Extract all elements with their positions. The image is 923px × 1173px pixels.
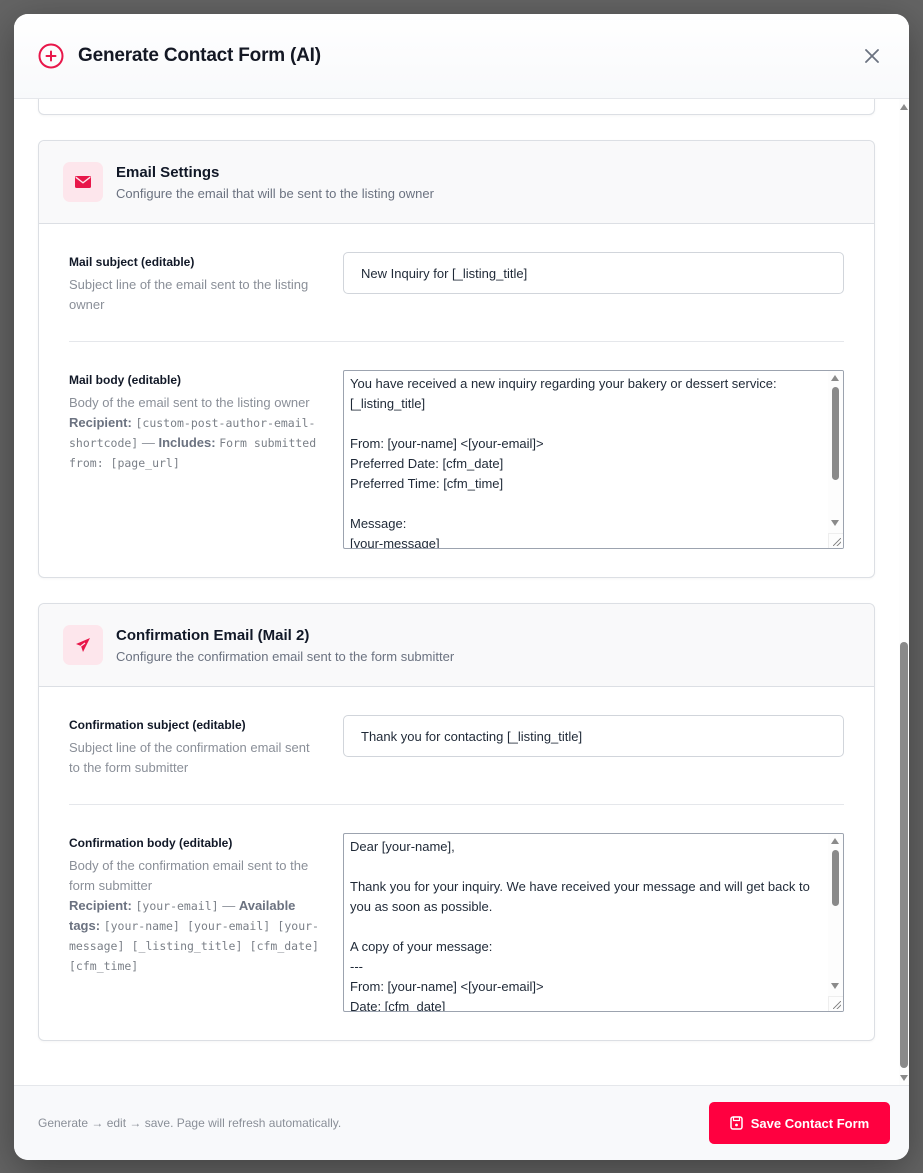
confirmation-body-textarea-wrapper [343,833,844,1012]
modal-title: Generate Contact Form (AI) [78,45,321,66]
recipient-label: Recipient: [69,898,132,913]
scrollbar-thumb[interactable] [900,642,908,1068]
tag: [cfm_time] [69,959,139,973]
paper-plane-icon [63,625,103,665]
save-contact-form-button[interactable] [709,1102,890,1144]
separator: — [222,898,239,913]
confirmation-subject-row [69,687,844,804]
plus-circle-icon [38,43,64,69]
confirmation-email-card [38,603,875,1041]
scroll-down-arrow-icon[interactable] [831,983,839,989]
section-subtitle: Configure the confirmation email sent to the form submitter [116,648,455,664]
modal-body [14,99,899,1085]
save-button-label: Save Contact Form [750,1115,870,1131]
save-icon [730,1116,743,1130]
includes-value: Form submitted from: [page_url] [69,436,317,470]
recipient-label: Recipient: [69,415,132,430]
confirmation-body-label: Confirmation body (editable) [69,836,233,850]
scroll-down-arrow-icon[interactable] [900,1075,908,1081]
tag: [your-email] [187,919,271,933]
confirmation-email-header [39,604,874,687]
confirmation-body-textarea[interactable] [344,834,827,1011]
envelope-icon [63,162,103,202]
mail-body-textarea[interactable] [344,371,827,548]
textarea-scrollbar[interactable] [828,371,843,548]
section-title: Confirmation Email (Mail 2) [116,626,310,644]
mail-subject-input[interactable] [343,252,844,294]
close-icon [865,49,879,63]
tag: [_listing_title] [131,939,243,953]
resize-grip-icon[interactable] [828,533,843,548]
previous-section-card [38,99,875,115]
mail-body-label: Mail body (editable) [69,373,182,387]
scroll-content [38,99,875,1041]
mail-body-description: Body of the email sent to the listing owner [69,395,310,410]
resize-grip-icon[interactable] [828,996,843,1011]
tag: [your-name] [103,919,180,933]
scroll-up-arrow-icon[interactable] [831,375,839,381]
confirmation-body-row [69,804,844,1040]
confirmation-subject-description: Subject line of the confirmation email sent to the form submitter [69,740,310,775]
confirmation-subject-label: Confirmation subject (editable) [69,718,246,732]
includes-label: Includes: [158,435,216,450]
textarea-scrollbar[interactable] [828,834,843,1011]
mail-subject-label: Mail subject (editable) [69,255,195,269]
recipient-value: [custom-post-author-email-shortcode] [69,416,316,450]
email-settings-header [39,141,874,224]
generate-contact-form-modal [14,14,909,1160]
modal-scrollbar[interactable] [899,99,909,1085]
email-settings-card [38,140,875,578]
available-tags-label: Available tags: [69,898,296,933]
tag: [cfm_date] [249,939,319,953]
recipient-value: [your-email] [135,899,219,913]
modal-header [14,14,909,99]
scroll-up-arrow-icon[interactable] [831,838,839,844]
scrollbar-thumb[interactable] [832,850,839,906]
confirmation-subject-input[interactable] [343,715,844,757]
mail-body-row [69,341,844,577]
section-subtitle: Configure the email that will be sent to the listing owner [116,185,434,201]
mail-body-textarea-wrapper [343,370,844,549]
scroll-up-arrow-icon[interactable] [900,104,908,110]
scroll-down-arrow-icon[interactable] [831,520,839,526]
section-title: Email Settings [116,163,220,181]
footer-note: Generate → edit → save. Page will refresh automatically. [38,1116,342,1130]
tag: [your-message] [69,919,319,953]
confirmation-body-description: Body of the confirmation email sent to the form submitter [69,858,309,893]
separator: — [141,435,159,450]
scrollbar-thumb[interactable] [832,387,839,480]
mail-subject-description: Subject line of the email sent to the listing owner [69,277,309,312]
modal-footer [14,1085,909,1160]
close-button[interactable] [861,45,883,67]
mail-subject-row [69,224,844,341]
